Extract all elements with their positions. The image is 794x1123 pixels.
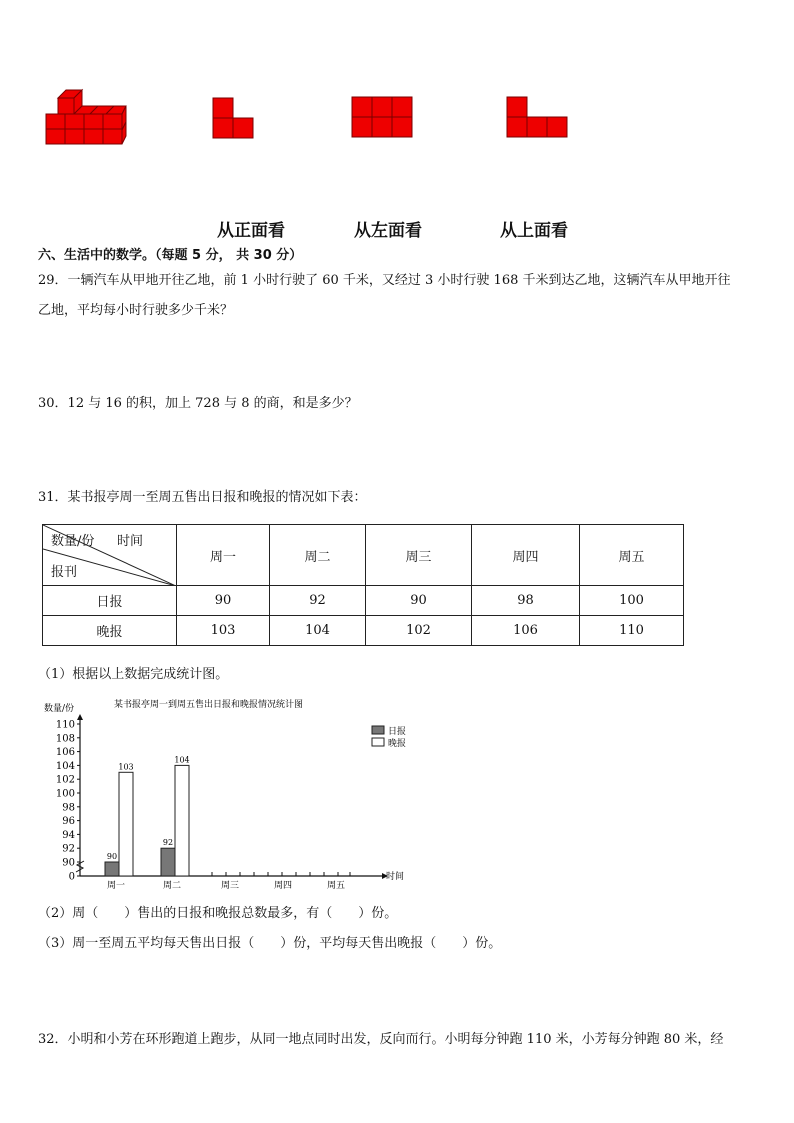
table-cell: 90 xyxy=(366,586,472,616)
front-view-figure xyxy=(212,97,256,139)
table-row xyxy=(43,616,684,646)
bar-chart xyxy=(40,694,420,890)
x-tick-label: 周五 xyxy=(326,881,346,890)
y-tick-label: 104 xyxy=(55,760,75,772)
y-tick-label: 106 xyxy=(55,747,75,759)
y-tick-label: 100 xyxy=(55,788,75,800)
x-tick-label: 周三 xyxy=(220,881,240,890)
table-cell: 102 xyxy=(366,616,472,646)
question-29-line-1: 29．一辆汽车从甲地开往乙地，前 1 小时行驶了 60 千米，又经过 3 小时行驶 168 千米到达乙地，这辆汽车从甲地开往 xyxy=(38,273,731,288)
y-tick-label: 92 xyxy=(62,843,75,855)
table-col-header: 周二 xyxy=(270,525,366,586)
x-tick-label: 周二 xyxy=(162,881,182,890)
front-view-label: 从正面看 xyxy=(217,221,285,241)
y-tick-label: 102 xyxy=(55,774,75,786)
bar-data-label: 104 xyxy=(174,755,190,765)
y-tick-label: 90 xyxy=(62,857,75,869)
legend-label: 晚报 xyxy=(388,739,407,749)
y-axis-arrow xyxy=(77,714,83,720)
bar-evening xyxy=(119,772,133,876)
y-tick-label: 94 xyxy=(62,829,75,841)
question-32: 32．小明和小芳在环形跑道上跑步，从同一地点同时出发，反向而行。小明每分钟跑 110 米，小芳每分钟跑 80 米，经 xyxy=(38,1032,724,1047)
table-col-header: 周四 xyxy=(472,525,580,586)
sales-table xyxy=(42,524,684,646)
section-title: 六、生活中的数学。（每题 5 分， 共 30 分） xyxy=(38,248,303,263)
header-time-label: 时间 xyxy=(117,534,144,549)
left-view-label: 从左面看 xyxy=(354,221,422,241)
y-tick-label: 98 xyxy=(62,802,75,814)
chart-title: 某书报亭周一到周五售出日报和晚报情况统计图 xyxy=(114,700,304,710)
y-tick-label: 108 xyxy=(55,733,75,745)
cube-solid-figure xyxy=(44,84,128,146)
legend-label: 日报 xyxy=(388,727,407,737)
question-31-sub-2: （2）周（ ）售出的日报和晚报总数最多，有（ ）份。 xyxy=(38,906,398,921)
question-29-line-2: 乙地，平均每小时行驶多少千米？ xyxy=(38,303,234,318)
table-row-label: 晚报 xyxy=(43,616,177,646)
table-row-label: 日报 xyxy=(43,586,177,616)
question-31-intro: 31．某书报亭周一至周五售出日报和晚报的情况如下表： xyxy=(38,490,367,505)
table-cell: 100 xyxy=(580,586,684,616)
table-cell: 90 xyxy=(177,586,270,616)
x-tick-label: 周四 xyxy=(273,881,293,890)
x-axis-label: 时间 xyxy=(386,872,405,882)
header-quantity-label: 数量/份 xyxy=(51,534,95,549)
top-view-label: 从上面看 xyxy=(500,221,568,241)
table-cell: 104 xyxy=(270,616,366,646)
y-axis-label: 数量/份 xyxy=(44,704,75,714)
header-newspaper-label: 报刊 xyxy=(51,565,78,580)
y-tick-label: 0 xyxy=(68,871,75,883)
table-cell: 92 xyxy=(270,586,366,616)
x-tick-label: 周一 xyxy=(106,881,126,890)
legend-swatch xyxy=(372,726,384,734)
table-col-header: 周五 xyxy=(580,525,684,586)
top-view-figure xyxy=(506,96,568,138)
table-header-row xyxy=(43,525,684,586)
table-diagonal-header xyxy=(43,525,177,586)
table-row xyxy=(43,586,684,616)
bar-daily xyxy=(161,848,175,876)
bar-data-label: 103 xyxy=(118,762,134,772)
legend-swatch xyxy=(372,738,384,746)
table-cell: 106 xyxy=(472,616,580,646)
left-view-figure xyxy=(351,96,413,138)
table-cell: 103 xyxy=(177,616,270,646)
table-col-header: 周一 xyxy=(177,525,270,586)
y-tick-label: 110 xyxy=(55,719,75,731)
question-31-sub-3: （3）周一至周五平均每天售出日报（ ）份，平均每天售出晚报（ ）份。 xyxy=(38,936,502,951)
bar-daily xyxy=(105,862,119,876)
table-col-header: 周三 xyxy=(366,525,472,586)
y-tick-label: 96 xyxy=(62,816,75,828)
table-cell: 110 xyxy=(580,616,684,646)
table-cell: 98 xyxy=(472,586,580,616)
bar-data-label: 92 xyxy=(162,838,174,848)
question-31-sub-1: （1）根据以上数据完成统计图。 xyxy=(38,667,229,682)
bar-evening xyxy=(175,765,189,876)
bar-data-label: 90 xyxy=(106,852,118,861)
question-30: 30．12 与 16 的积，加上 728 与 8 的商，和是多少？ xyxy=(38,396,358,411)
